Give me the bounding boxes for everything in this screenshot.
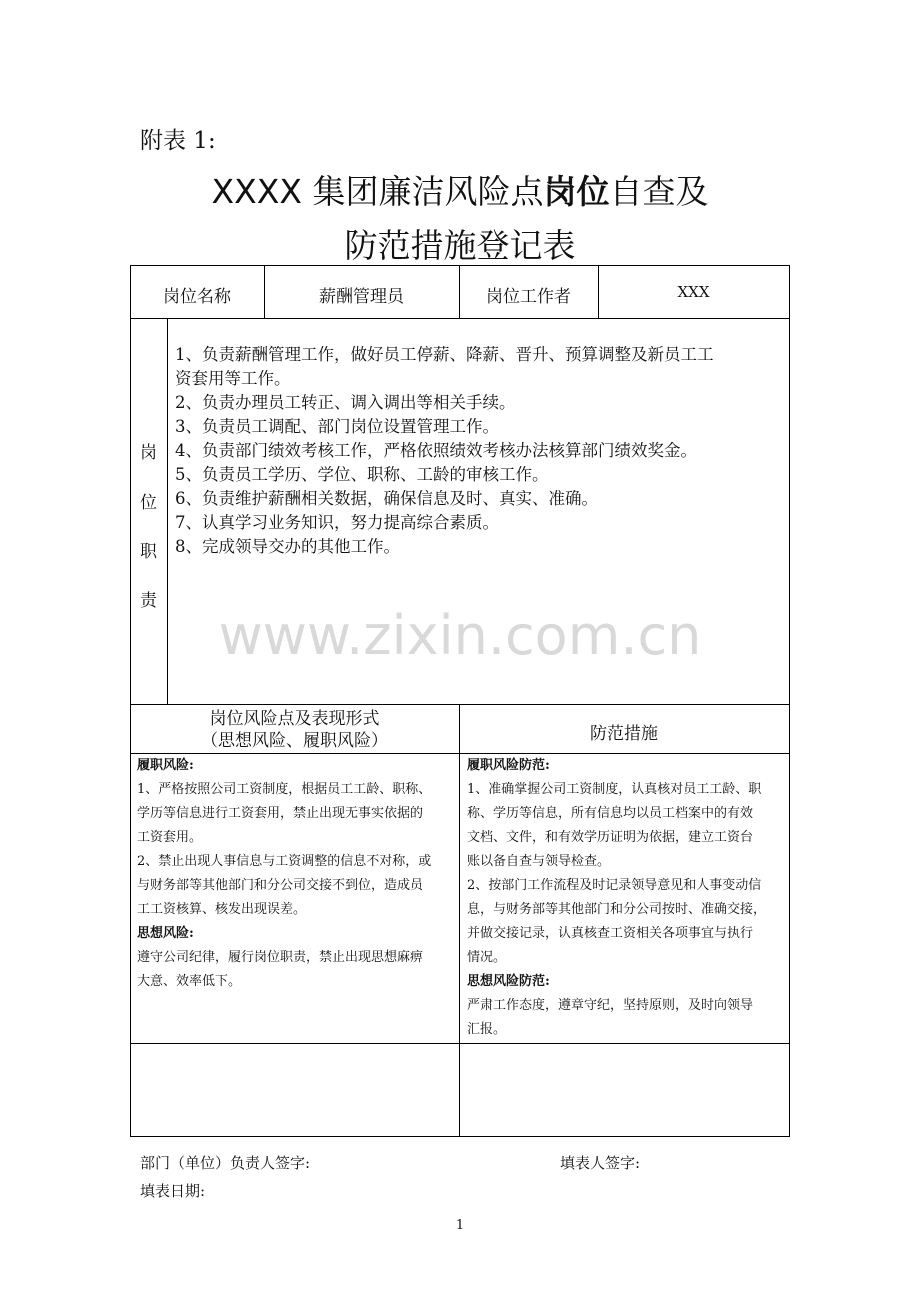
page-number: 1 [455,1218,465,1233]
duty-item: 1、负责薪酬管理工作，做好员工停薪、降薪、晋升、预算调整及新员工工 [175,345,714,364]
dept-sign-label: 部门（单位）负责人签字: [140,1154,311,1172]
risk-right-line: 账以备自查与领导检查。 [467,854,611,869]
risk-left-line: 2、禁止出现人事信息与工资调整的信息不对称，或 [137,854,432,869]
post-name-label: 岗位名称 [163,287,231,307]
risk-right-line: 2、按部门工作流程及时记录领导意见和人事变动信 [467,878,762,893]
risk-header-left-line1: 岗位风险点及表现形式 [209,709,380,729]
title-bold: 岗位 [543,172,610,211]
row1-divider [130,318,790,319]
duties-list [175,343,785,559]
risk-left-line: 1、严格按照公司工资制度，根据员工工龄、职称、 [137,782,432,797]
risk-header-left-line2: （思想风险、履职风险） [201,731,388,751]
worker-value: XXX [677,283,710,301]
duties-divider [130,704,790,705]
duty-item: 2、负责办理员工转正、调入调出等相关手续。 [175,393,516,412]
risk-right-line: 严肃工作态度，遵章守纪，坚持原则，及时向领导 [467,998,754,1013]
duties-side-char-4: 责 [140,591,157,611]
page-title-line2: 防范措施登记表 [344,226,576,265]
table-border-left [130,265,131,1137]
title-part2: 自查及 [609,172,709,211]
risk-header-right: 防范措施 [590,724,658,744]
risk-left-line: 工工资核算、核发出现误差。 [137,902,307,917]
risk-left-line: 工资套用。 [137,830,203,845]
risk-content-divider [130,1043,790,1044]
table-border-right [789,265,790,1137]
post-name-value: 薪酬管理员 [319,287,404,307]
duty-item: 4、负责部门绩效考核工作，严格依照绩效考核办法核算部门绩效奖金。 [175,441,697,460]
duties-side-char-2: 位 [140,493,157,513]
risk-left-heading-1: 履职风险: [137,758,194,773]
risk-left-line: 大意、效率低下。 [137,974,242,989]
risk-left-heading-2: 思想风险: [137,926,194,941]
risk-right-content [467,754,785,1042]
duties-side-char-1: 岗 [140,443,157,463]
duties-side-char-3: 职 [140,542,157,562]
table-border-top [130,265,790,266]
duty-item: 资套用等工作。 [175,369,291,388]
risk-right-line: 1、准确掌握公司工资制度，认真核对员工工龄、职 [467,782,762,797]
duty-item: 5、负责员工学历、学位、职称、工龄的审核工作。 [175,465,549,484]
risk-left-line: 与财务部等其他部门和分公司交接不到位，造成员 [137,878,424,893]
risk-right-line: 文档、文件，和有效学历证明为依据，建立工资台 [467,830,754,845]
duty-item: 8、完成领导交办的其他工作。 [175,537,400,556]
risk-left-line: 学历等信息进行工资套用，禁止出现无事实依据的 [137,806,424,821]
duty-item: 3、负责员工调配、部门岗位设置管理工作。 [175,417,499,436]
worker-label: 岗位工作者 [486,287,571,307]
duty-item: 7、认真学习业务知识，努力提高综合素质。 [175,513,499,532]
risk-right-line: 汇报。 [467,1022,507,1037]
watermark: www.zixin.com.cn [218,604,702,667]
risk-header-left [130,708,459,752]
risk-right-heading-1: 履职风险防范: [467,758,550,773]
date-label: 填表日期: [140,1182,206,1200]
risk-right-heading-2: 思想风险防范: [467,974,550,989]
risk-center-divider [459,704,460,1136]
risk-right-line: 情况。 [467,950,507,965]
risk-right-line: 息，与财务部等其他部门和分公司按时、准确交接， [467,902,767,917]
risk-left-content [137,754,455,994]
risk-left-line: 遵守公司纪律，履行岗位职责，禁止出现思想麻痹 [137,950,424,965]
filler-sign-label: 填表人签字: [560,1154,641,1172]
page-title-line1 [0,166,920,213]
risk-right-line: 并做交接记录，认真核查工资相关各项事宜与执行 [467,926,754,941]
table-border-bottom [130,1136,790,1137]
risk-right-line: 称、学历等信息，所有信息均以员工档案中的有效 [467,806,754,821]
title-part1: XXXX 集团廉洁风险点 [211,172,544,211]
appendix-label: 附表 1: [140,128,216,154]
duty-item: 6、负责维护薪酬相关数据，确保信息及时、真实、准确。 [175,489,598,508]
